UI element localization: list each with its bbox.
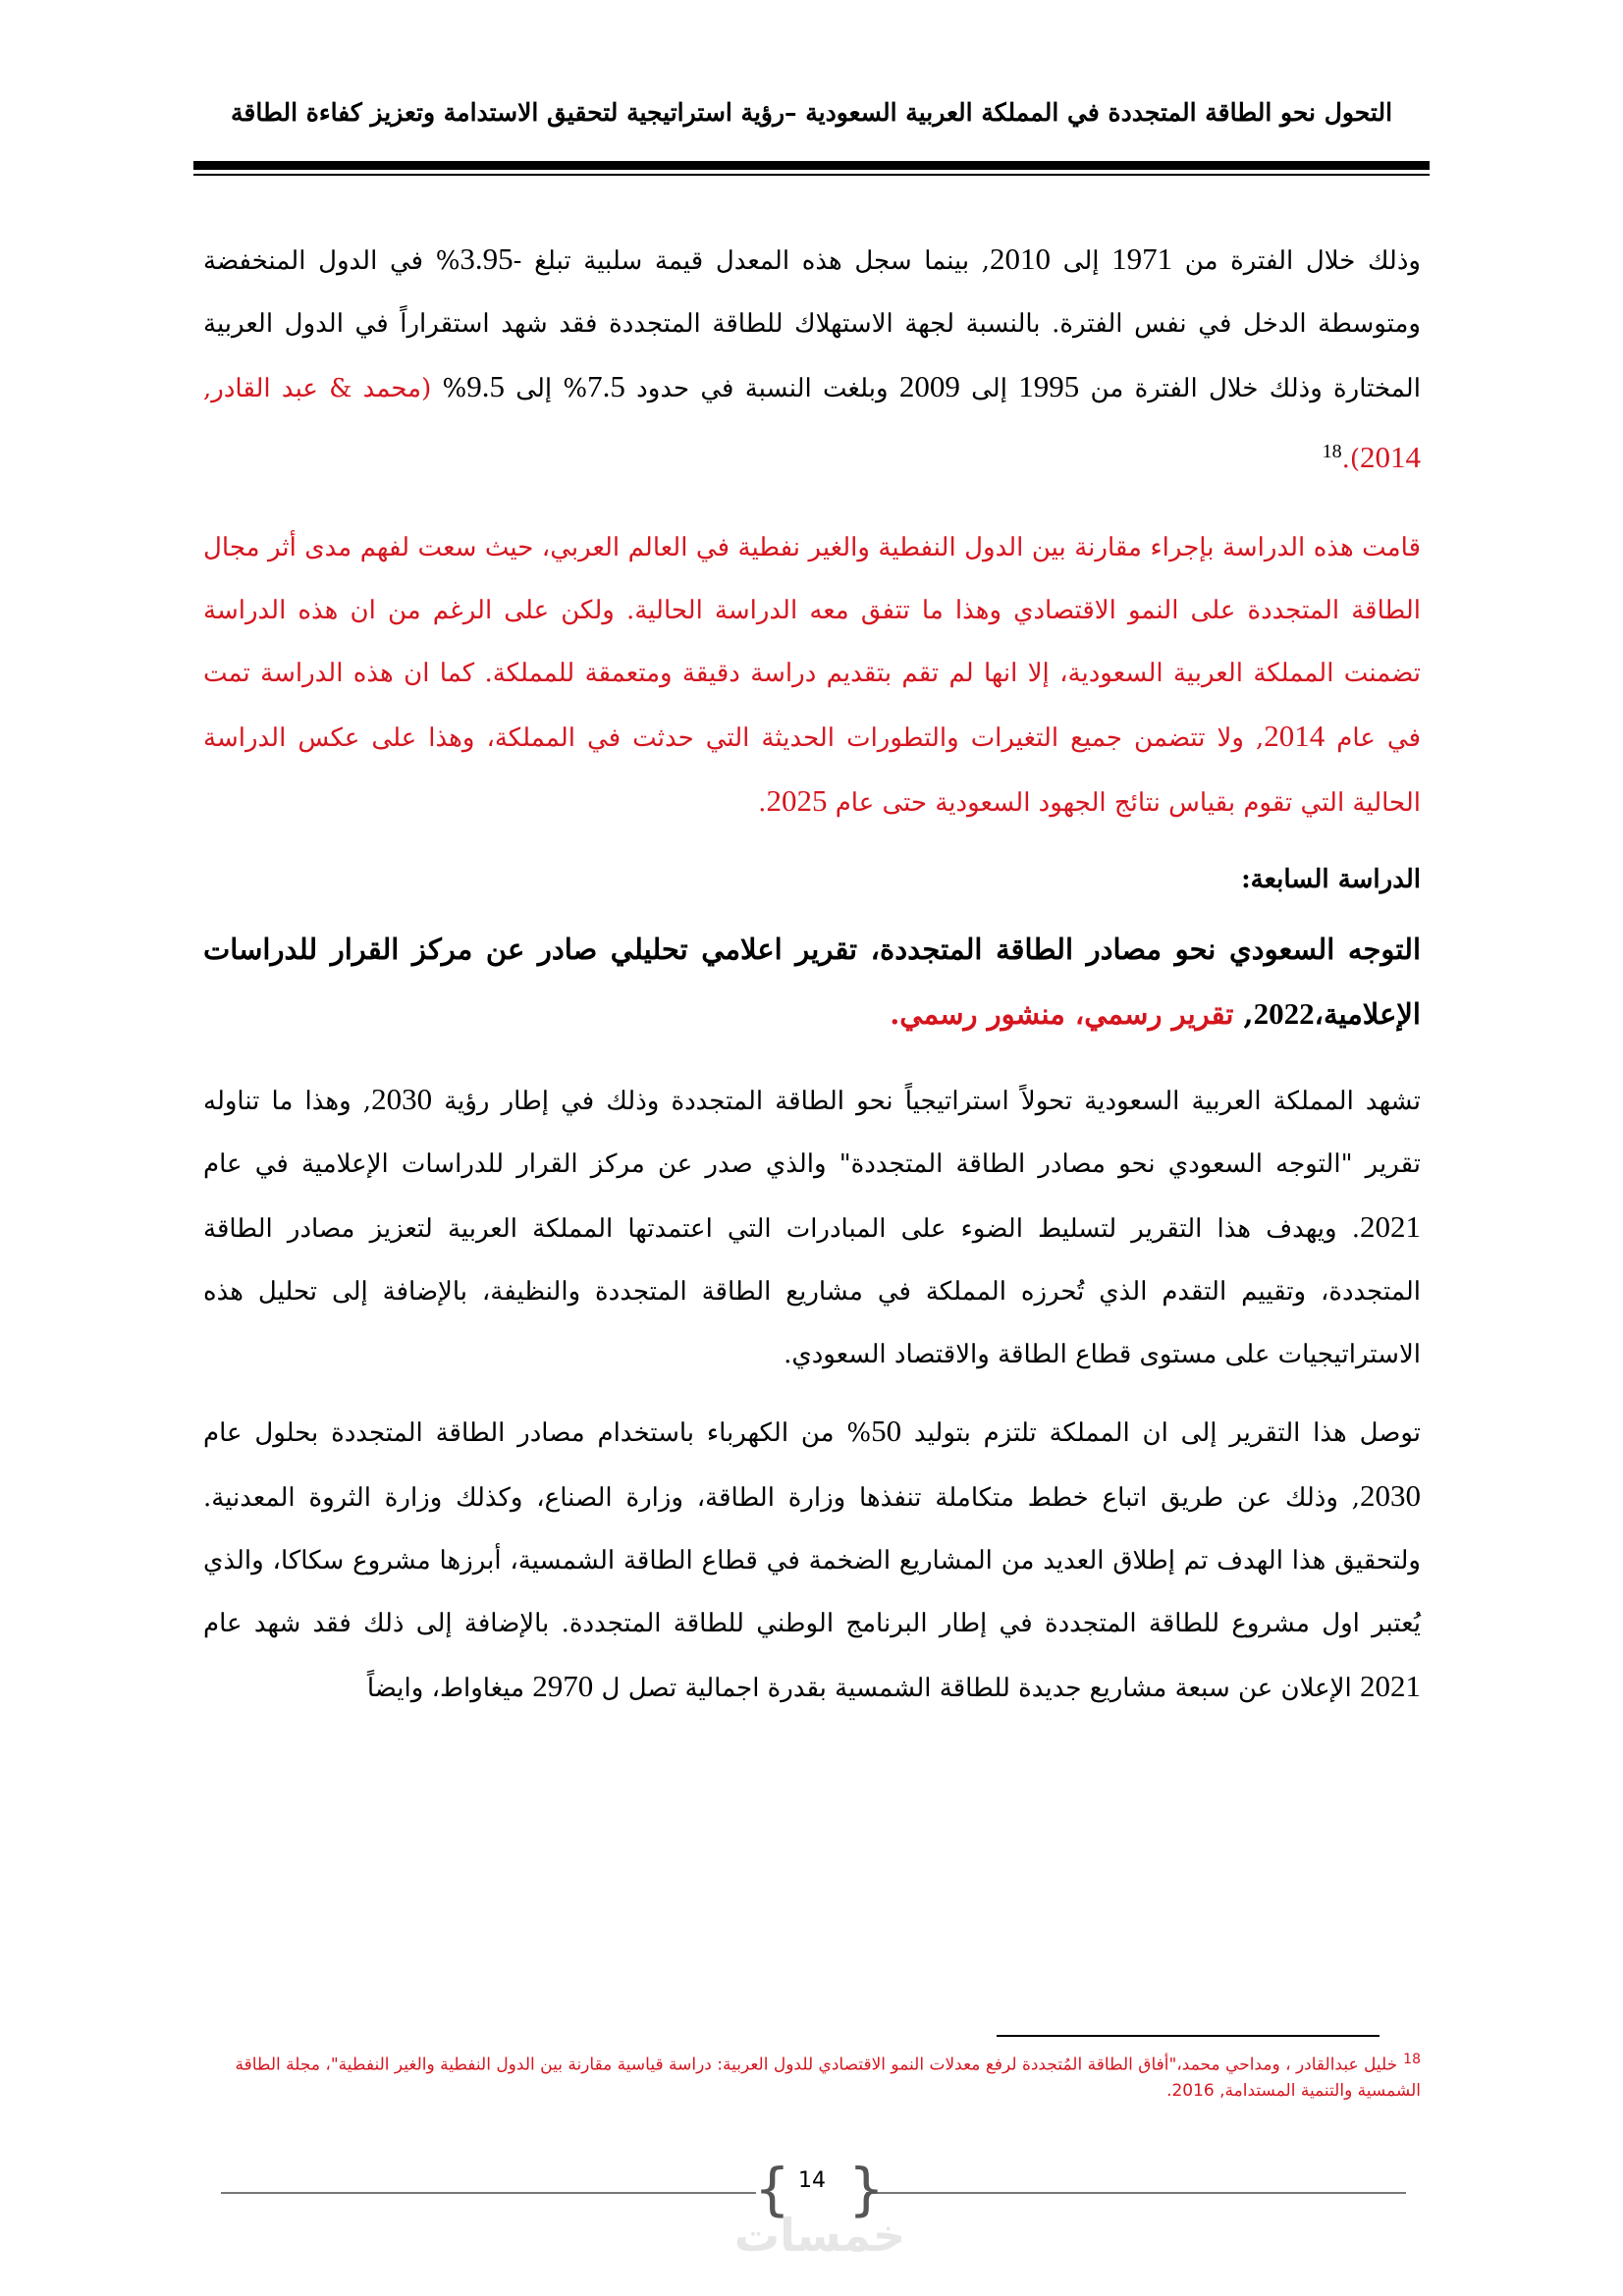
footer-line-left <box>221 2192 756 2194</box>
footnote-text: خليل عبدالقادر ، ومداحي محمد،"أفاق الطاقة المُتجددة لرفع معدلات النمو الاقتصادي للدول العربية: دراسة قياسية مقارنة بين الدول النفطية والغير النفطية"، مجلة الطاقة الشمسية والتنمية المستدامة, 2016. <box>235 2055 1421 2101</box>
footnote-number: 18 <box>1403 2052 1421 2067</box>
header-rule-thick <box>193 161 1430 170</box>
paragraph-4: توصل هذا التقرير إلى ان المملكة تلتزم بتوليد 50% من الكهرباء باستخدام مصادر الطاقة المتجددة بحلول عام 2030, وذلك عن طريق اتباع خطط متكاملة تنفذها وزارة الطاقة، وزارة الصناع، وكذلك وزارة الثروة المعدنية. ولتحقيق هذا الهدف تم إطلاق العديد من المشاريع الضخمة في قطاع الطاقة الشمسية، أبرزها مشروع سكاكا، والذي يُعتبر اول مشروع للطاقة المتجددة في إطار البرنامج الوطني للطاقة المتجددة. بالإضافة إلى ذلك فقد شهد عام 2021 الإعلان عن سبعة مشاريع جديدة للطاقة الشمسية بقدرة اجمالية تصل ل 2970 ميغاواط، وايضاً <box>203 1413 1421 1703</box>
body-text <box>203 228 1421 1720</box>
footnote-separator <box>997 2035 1380 2037</box>
section-heading: الدراسة السابعة: <box>1241 864 1421 894</box>
footer-line-right <box>866 2192 1406 2194</box>
running-header: التحول نحو الطاقة المتجددة في المملكة العربية السعودية –رؤية استراتيجية لتحقيق الاستدامة وتعزيز كفاءة الطاقة <box>230 98 1393 127</box>
footnote-ref[interactable]: 18 <box>1322 441 1342 462</box>
page-number: 14 <box>798 2168 826 2193</box>
page-brace-right-icon: } <box>848 2156 885 2222</box>
citation: (محمد & عبد القادر, 2014). <box>203 374 1421 474</box>
paragraph-2-red: قامت هذه الدراسة بإجراء مقارنة بين الدول النفطية والغير نفطية في العالم العربي، حيث سعت لفهم مدى أثر مجال الطاقة المتجددة على النمو الاقتصادي وهذا ما تتفق معه الدراسة الحالية. ولكن على الرغم من ان هذه الدراسة تضمنت المملكة العربية السعودية، إلا انها لم تقم بتقديم دراسة دقيقة ومتعمقة للمملكة. كما ان هذه الدراسة تمت في عام 2014, ولا تتضمن جميع التغيرات والتطورات الحديثة التي حدثت في المملكة، وهذا على عكس الدراسة الحالية التي تقوم بقياس نتائج الجهود السعودية حتى عام 2025. <box>203 532 1421 818</box>
paragraph-3: تشهد المملكة العربية السعودية تحولاً استراتيجياً نحو الطاقة المتجددة وذلك في إطار رؤية 2030, وهذا ما تناوله تقرير "التوجه السعودي نحو مصادر الطاقة المتجددة" والذي صدر عن مركز القرار للدراسات الإعلامية في عام 2021. ويهدف هذا التقرير لتسليط الضوء على المبادرات التي اعتمدتها المملكة العربية لتعزيز مصادر الطاقة المتجددة، وتقييم التقدم الذي تُحرزه المملكة في مشاريع الطاقة المتجددة والنظيفة، بالإضافة إلى تحليل هذه الاستراتيجيات على مستوى قطاع الطاقة والاقتصاد السعودي. <box>203 1081 1421 1369</box>
footnote <box>203 2047 1421 2104</box>
header-rule-thin <box>193 174 1430 176</box>
study-title: التوجه السعودي نحو مصادر الطاقة المتجددة، تقرير اعلامي تحليلي صادر عن مركز القرار للدراسات الإعلامية،2022, تقرير رسمي، منشور رسمي. <box>203 932 1421 1031</box>
study-type-tag: تقرير رسمي، منشور رسمي. <box>890 996 1234 1031</box>
paragraph-1: وذلك خلال الفترة من 1971 إلى 2010, بينما سجل هذه المعدل قيمة سلبية تبلغ -3.95% في الدول المنخفضة ومتوسطة الدخل في نفس الفترة. بالنسبة لجهة الاستهلاك للطاقة المتجددة فقد شهد استقراراً في الدول العربية المختارة وذلك خلال الفترة من 1995 إلى 2009 وبلغت النسبة في حدود 7.5% إلى 9.5% (محمد & عبد القادر, 2014).$^{18}$ <box>203 241 1421 474</box>
page-brace-left-icon: { <box>754 2156 790 2222</box>
watermark-logo: خمسات <box>733 2209 906 2262</box>
